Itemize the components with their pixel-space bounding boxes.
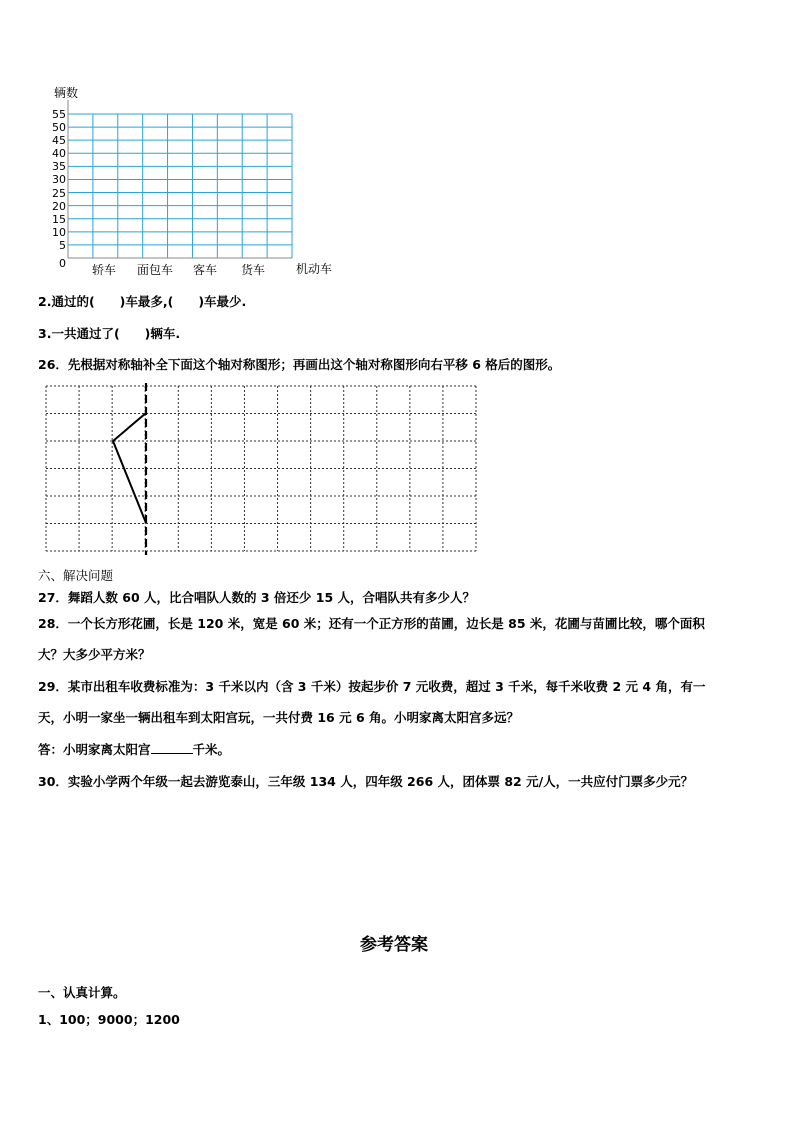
x-category-label: 面包车 — [137, 263, 174, 277]
question-29-answer — [38, 740, 230, 758]
x-category-label: 货车 — [241, 263, 266, 277]
y-axis-label: 辆数 — [54, 86, 79, 100]
question-3: 3.一共通过了( )辆车. — [38, 326, 181, 341]
y-tick-label: 20 — [52, 199, 66, 213]
y-tick-label: 50 — [52, 121, 66, 135]
answer-1: 1、100；9000；1200 — [38, 1012, 180, 1027]
question-30: 30．实验小学两个年级一起去游览泰山，三年级 134 人，四年级 266 人，团体票 82 元/人，一共应付门票多少元？ — [38, 774, 694, 789]
y-tick-label: 10 — [52, 225, 66, 239]
y-tick-label: 35 — [52, 160, 66, 174]
section-6-heading: 六、解决问题 — [38, 568, 114, 583]
x-axis-label: 机动车 — [296, 262, 333, 276]
half-figure — [113, 413, 146, 523]
question-29-line1: 29．某市出租车收费标准为：3 千米以内（含 3 千米）按起步价 7 元收费，超过 3 千米，每千米收费 2 元 4 角，有一 — [38, 679, 706, 694]
answer-suffix: 千米。 — [192, 742, 231, 757]
answers-section-1: 一、认真计算。 — [38, 985, 126, 1000]
y-tick-label: 45 — [52, 134, 66, 148]
answer-prefix: 答：小明家离太阳宫 — [38, 742, 151, 757]
question-28-line1: 28．一个长方形花圃，长是 120 米，宽是 60 米；还有一个正方形的苗圃，边长是 85 米，花圃与苗圃比较，哪个面积 — [38, 616, 705, 631]
question-28-line2: 大？大多少平方米？ — [38, 647, 151, 662]
answer-blank[interactable] — [151, 741, 193, 754]
question-29-line2: 天，小明一家坐一辆出租车到太阳宫玩，一共付费 16 元 6 角。小明家离太阳宫多远？ — [38, 710, 520, 725]
y-tick-label: 55 — [52, 108, 66, 121]
y-tick-label: 0 — [59, 257, 66, 270]
question-2: 2.通过的( )车最多,( )车最少. — [38, 294, 247, 309]
answers-title: 参考答案 — [360, 935, 428, 955]
x-category-label: 客车 — [193, 263, 218, 277]
question-26: 26．先根据对称轴补全下面这个轴对称图形；再画出这个轴对称图形向右平移 6 格后的图形。 — [38, 357, 561, 372]
y-tick-label: 30 — [52, 173, 66, 187]
y-tick-label: 5 — [59, 238, 66, 252]
y-tick-label: 15 — [52, 212, 66, 226]
y-tick-label: 25 — [52, 186, 66, 200]
y-tick-label: 40 — [52, 147, 66, 161]
x-category-label: 轿车 — [92, 263, 117, 277]
question-27: 27．舞蹈人数 60 人，比合唱队人数的 3 倍还少 15 人，合唱队共有多少人？ — [38, 590, 475, 605]
